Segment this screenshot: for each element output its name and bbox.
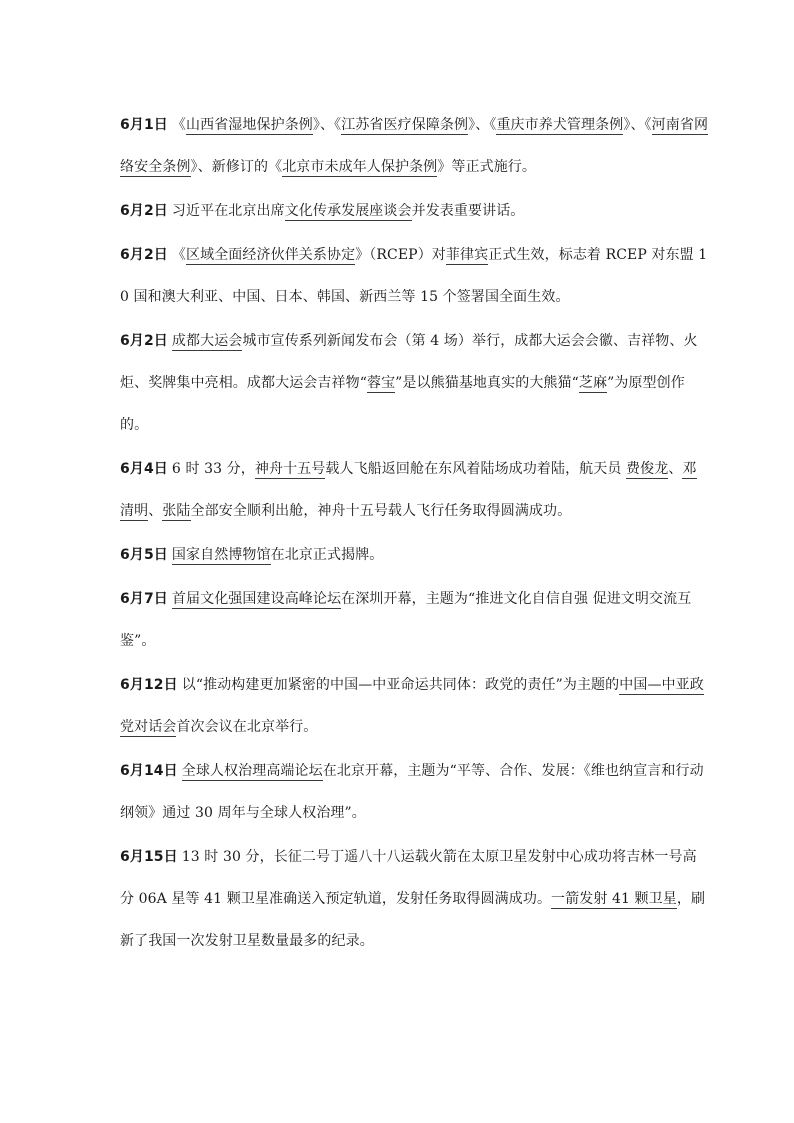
event-text: 》、《 (312, 117, 342, 133)
event-entry (120, 190, 710, 232)
event-text: 《 (171, 247, 186, 263)
event-text: 并发表重要讲话。 (411, 203, 525, 219)
event-date: 6月7日 (120, 591, 168, 607)
event-text: 》、《 (468, 117, 497, 133)
event-text: 正式生效，标志着 RCEP 对东盟 10 国和澳大利亚、中国、日本、韩国、新西兰等 15 个签署国全面生效。 (120, 247, 708, 305)
event-text: 全部安全顺利出舱，神舟十五号载人飞行任务取得圆满成功。 (190, 503, 572, 519)
highlighted-term: 文化传承发展座谈会 (284, 203, 412, 219)
highlighted-term: 全球人权治理高端论坛 (181, 763, 323, 779)
event-date: 6月4日 (120, 461, 168, 477)
event-text: 》（RCEP）对 (355, 247, 446, 263)
highlighted-term: 江苏省医疗保障条例 (341, 117, 469, 133)
event-date: 6月14日 (120, 763, 178, 779)
highlighted-term: 芝麻 (578, 375, 608, 391)
highlighted-term: 区域全面经济伙伴关系协定 (186, 247, 356, 263)
event-text: 、 (668, 461, 683, 477)
highlighted-term: 北京市未成年人保护条例 (282, 159, 438, 175)
highlighted-term: 张陆 (162, 503, 191, 519)
highlighted-term: 重庆市养犬管理条例 (496, 117, 624, 133)
highlighted-term: 一箭发射 41 颗卫星 (551, 891, 677, 907)
event-date: 6月15日 (120, 849, 178, 865)
event-entry (120, 836, 710, 962)
event-text: ”为原型创作的。 (120, 375, 685, 433)
event-entry (120, 664, 710, 748)
event-text: 》、新修订的《 (190, 159, 283, 175)
highlighted-term: 首届文化强国建设高峰论坛 (171, 591, 342, 607)
highlighted-term: 费俊龙 (626, 461, 669, 477)
event-text: 13 时 30 分，长征二号丁遥八十八运载火箭在太原卫星发射中心成功将吉林一号高分 06A 星等 41 颗卫星准确送入预定轨道，发射任务取得圆满成功。 (120, 849, 697, 907)
event-date: 6月1日 (120, 117, 168, 133)
event-text: 》等正式施行。 (437, 159, 537, 175)
event-text: 、 (148, 503, 163, 519)
highlighted-term: 成都大运会 (171, 333, 243, 349)
highlighted-term: 蓉宝 (366, 375, 396, 391)
event-entry (120, 578, 710, 662)
event-text: 首次会议在北京举行。 (176, 719, 318, 735)
event-date: 6月2日 (120, 203, 168, 219)
event-text: 在北京开幕，主题为“平等、合作、发展：《维也纳宣言和行动纲领》通过 30 周年与全球人权治理”。 (120, 763, 704, 821)
event-date: 6月12日 (120, 677, 178, 693)
highlighted-term: 邓清明 (120, 461, 697, 519)
event-text: 》、《 (623, 117, 652, 133)
event-date: 6月2日 (120, 247, 168, 263)
event-text: 在深圳开幕，主题为“推进文化自信自强 促进文明交流互鉴”。 (120, 591, 692, 649)
highlighted-term: 国家自然博物馆 (171, 547, 271, 563)
event-text: 载人飞船返回舱在东风着陆场成功着陆，航天员 (325, 461, 627, 477)
event-text: 《 (171, 117, 186, 133)
highlighted-term: 神舟十五号 (254, 461, 326, 477)
event-entry (120, 534, 710, 576)
event-date: 6月2日 (120, 333, 168, 349)
event-entry (120, 750, 710, 834)
event-date: 6月5日 (120, 547, 168, 563)
event-entry (120, 320, 710, 446)
event-text: 以“推动构建更加紧密的中国—中亚命运共同体：政党的责任”为主题的 (181, 677, 620, 693)
event-text: 习近平在北京出席 (171, 203, 285, 219)
highlighted-term: 河南省网络安全条例 (120, 117, 709, 175)
event-list (120, 104, 710, 964)
highlighted-term: 中国—中亚政党对话会 (120, 677, 704, 735)
event-entry (120, 448, 710, 532)
event-text: ，刷新了我国一次发射卫星数量最多的纪录。 (120, 891, 706, 949)
event-text: ”是以熊猫基地真实的大熊猫“ (395, 375, 579, 391)
event-entry (120, 104, 710, 188)
event-text: 在北京正式揭牌。 (270, 547, 384, 563)
highlighted-term: 菲律宾 (445, 247, 489, 263)
highlighted-term: 山西省湿地保护条例 (186, 117, 313, 133)
event-text: 城市宣传系列新闻发布会（第 4 场）举行，成都大运会会徽、吉祥物、火炬、奖牌集中亮相。成都大运会吉祥物“ (120, 333, 698, 391)
event-text: 6 时 33 分， (171, 461, 255, 477)
event-entry (120, 234, 710, 318)
